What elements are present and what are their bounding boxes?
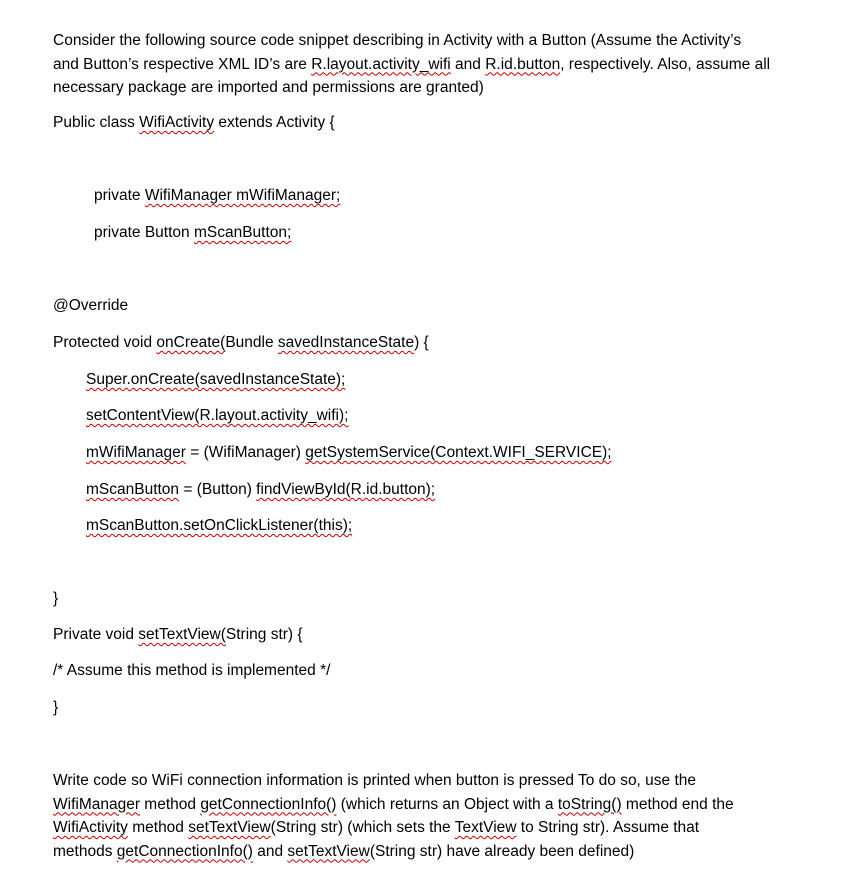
closing-brace-1: } xyxy=(53,590,59,607)
field-wifi-manager: private WifiManager mWifiManager; xyxy=(94,187,341,204)
oncreate-body-onclick: mScanButton.setOnClickListener(this); xyxy=(86,517,353,534)
field-scan-button: private Button mScanButton; xyxy=(94,224,292,241)
task-paragraph xyxy=(53,769,734,863)
oncreate-body-scanbutton: mScanButton = (Button) findViewById(R.id.button); xyxy=(86,481,436,498)
oncreate-body-wifimanager: mWifiManager = (WifiManager) getSystemService(Context.WIFI_SERVICE); xyxy=(86,444,612,461)
intro-line-3: necessary package are imported and permissions are granted) xyxy=(53,79,484,96)
oncreate-body-setcontentview: setContentView(R.layout.activity_wifi); xyxy=(86,407,349,424)
task-line-2: WifiManager method getConnectionInfo() (which returns an Object with a toString() method end the xyxy=(53,795,734,813)
intro-line-2: and Button’s respective XML ID’s are R.layout.activity_wifi and R.id.button, respectively. Also, assume all xyxy=(53,55,771,73)
settextview-signature: Private void setTextView(String str) { xyxy=(53,626,303,643)
closing-brace-2: } xyxy=(53,699,59,716)
intro-line-1: Consider the following source code snippet describing in Activity with a Button (Assume the Activity’s xyxy=(53,32,742,49)
task-line-1: Write code so WiFi connection information is printed when button is pressed To do so, use the xyxy=(53,772,697,789)
class-declaration: Public class WifiActivity extends Activity { xyxy=(53,114,335,131)
settextview-comment: /* Assume this method is implemented */ xyxy=(53,662,331,679)
override-annotation: @Override xyxy=(53,297,129,314)
oncreate-signature: Protected void onCreate(Bundle savedInstanceState) { xyxy=(53,334,429,351)
task-line-4: methods getConnectionInfo() and setTextView(String str) have already been defined) xyxy=(53,842,635,860)
task-line-3: WifiActivity method setTextView(String str) (which sets the TextView to String str). Assume that xyxy=(53,819,700,836)
intro-paragraph xyxy=(53,29,770,100)
oncreate-body-super: Super.onCreate(savedInstanceState); xyxy=(86,371,346,388)
